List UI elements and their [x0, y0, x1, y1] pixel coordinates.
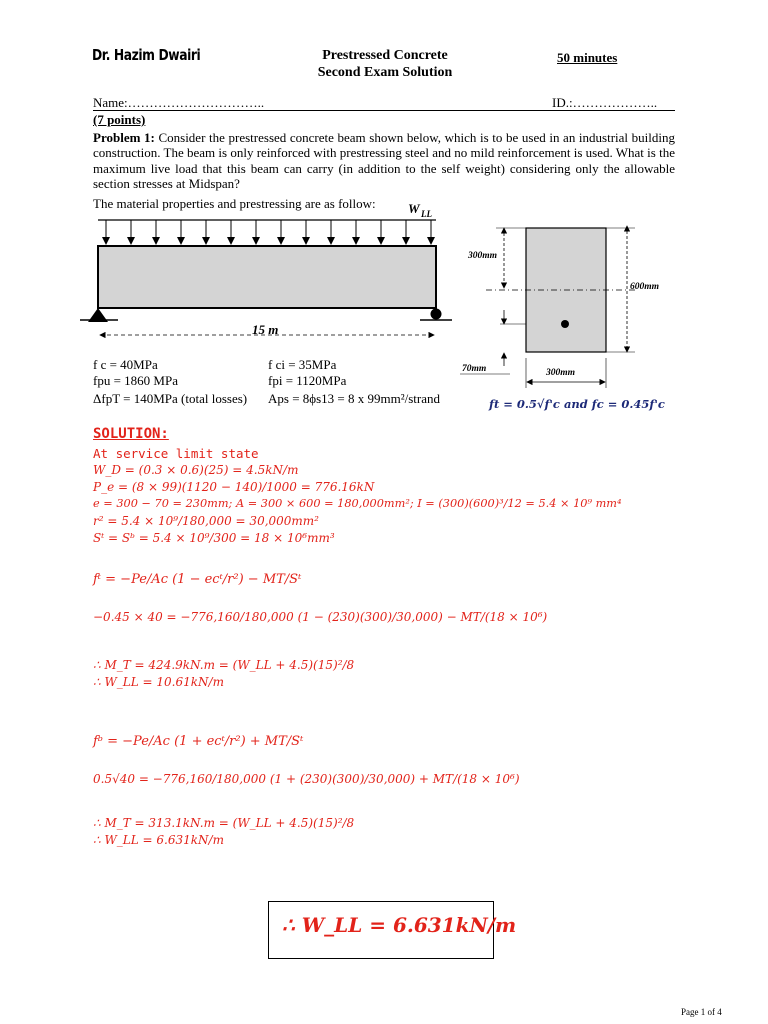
distributed-load-arrows [106, 220, 431, 244]
dim-70: 70mm [462, 364, 487, 374]
solution-heading: SOLUTION: [93, 426, 169, 442]
beam-elevation [98, 246, 436, 308]
id-field: ID.:……………….. [552, 95, 658, 110]
eq-mt-2: ∴ M_T = 313.1kN.m = (W_LL + 4.5)(15)²/8 [93, 816, 355, 830]
eq-wd: W_D = (0.3 × 0.6)(25) = 4.5kN/m [93, 463, 299, 477]
eq-section-modulus: Sᵗ = Sᵇ = 5.4 × 10⁹/300 = 18 × 10⁶mm³ [93, 531, 335, 545]
eq-r2: r² = 5.4 × 10⁹/180,000 = 30,000mm² [93, 514, 319, 528]
eq-top-fiber-sub: −0.45 × 40 = −776,160/180,000 (1 − (230)(300)/30,000) − MT/(18 × 10⁶) [93, 610, 548, 624]
exam-title: Second Exam Solution [317, 65, 453, 80]
load-label: W [408, 201, 420, 216]
prop-fc: f c = 40MPa [93, 357, 158, 372]
load-label-sub: LL [421, 209, 432, 219]
dim-300-width: 300mm [546, 368, 576, 378]
prop-losses: ΔfpT = 140MPa (total losses) [93, 391, 248, 406]
eq-wll-1: ∴ W_LL = 10.61kN/m [93, 675, 224, 689]
eq-mt-1: ∴ M_T = 424.9kN.m = (W_LL + 4.5)(15)²/8 [93, 658, 355, 672]
eq-wll-2: ∴ W_LL = 6.631kN/m [93, 833, 224, 847]
eq-section-props: e = 300 − 70 = 230mm; A = 300 × 600 = 180,000mm²; I = (300)(600)³/12 = 5.4 × 10⁹ mm⁴ [93, 497, 622, 510]
tendon-dot [561, 320, 569, 328]
prop-fci: f ci = 35MPa [268, 357, 337, 372]
pin-support-icon [88, 308, 108, 322]
eq-pe: P_e = (8 × 99)(1120 − 140)/1000 = 776.16kN [93, 480, 375, 494]
dim-600: 600mm [630, 282, 660, 292]
prop-aps: Aps = 8ϕs13 = 8 x 99mm²/strand [268, 391, 441, 406]
prop-fpu: fpu = 1860 MPa [93, 373, 178, 388]
final-answer: ∴ W_LL = 6.631kN/m [282, 913, 517, 937]
dim-300-top: 300mm [468, 251, 498, 261]
author-name: Dr. Hazim Dwairi [92, 46, 201, 64]
eq-bottom-fiber: fᵇ = −Pe/Ac (1 + ecᵗ/r²) + MT/Sᵗ [93, 734, 304, 749]
name-field: Name:………………………….. [93, 95, 265, 110]
points-label: (7 points) [93, 112, 146, 127]
exam-duration: 50 minutes [557, 50, 618, 65]
eq-top-fiber: fᵗ = −Pe/Ac (1 − ecᵗ/r²) − MT/Sᵗ [93, 572, 302, 587]
header-rule [93, 110, 675, 111]
roller-support-icon [431, 309, 442, 320]
solution-subheading: At service limit state [93, 446, 259, 461]
problem-statement [93, 130, 675, 191]
problem-label: Problem 1: [93, 130, 155, 145]
problem-text: Consider the prestressed concrete beam shown below, which is to be used in an industrial building construction. The beam is only reinforced with prestressing steel and no mild reinforcement is used. What is the maximum live load that this beam can carry (in addition to the self weight) considering only the allowable section stresses at Midspan? [93, 130, 675, 191]
material-intro: The material properties and prestressing are as follow: [93, 196, 376, 211]
allowable-stresses: ft = 0.5√f'c and fc = 0.45f'c [489, 397, 665, 411]
span-label: 15 m [252, 322, 279, 337]
prop-fpi: fpi = 1120MPa [268, 373, 347, 388]
page-number: Page 1 of 4 [681, 1007, 722, 1017]
eq-bottom-fiber-sub: 0.5√40 = −776,160/180,000 (1 + (230)(300)/30,000) + MT/(18 × 10⁶) [93, 772, 520, 786]
course-title: Prestressed Concrete [322, 48, 448, 63]
